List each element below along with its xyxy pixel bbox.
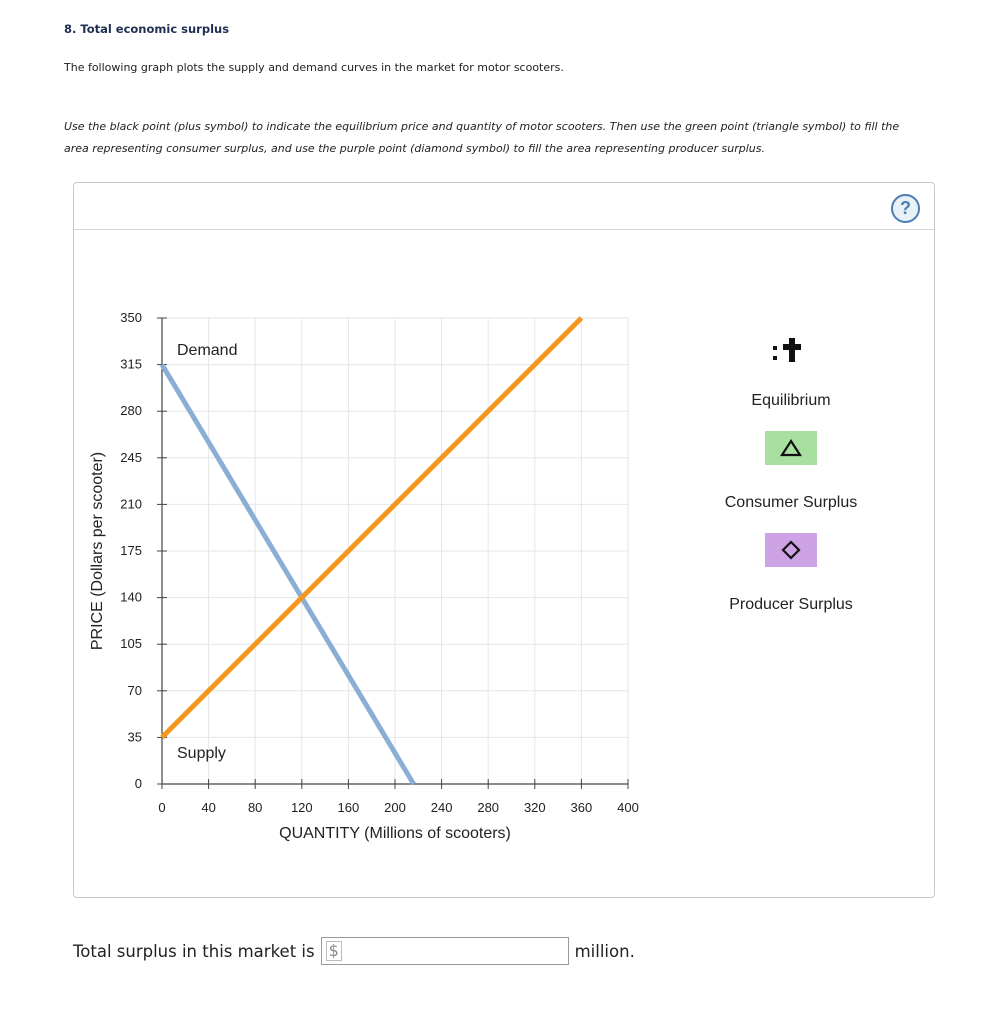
- y-tick-label: 140: [120, 589, 142, 605]
- dollar-icon: $: [326, 941, 342, 961]
- equilibrium-handle-icon: [773, 346, 777, 350]
- legend-consumer-surplus-label: Consumer Surplus: [724, 494, 858, 511]
- x-tick-label: 240: [430, 800, 453, 815]
- consumer-surplus-swatch: [765, 431, 817, 465]
- consumer-surplus-tool[interactable]: [765, 431, 817, 465]
- y-tick-label: 315: [120, 356, 142, 372]
- x-tick-label: 280: [477, 800, 500, 815]
- equilibrium-tool[interactable]: [773, 338, 801, 362]
- x-tick-label: 40: [201, 800, 216, 815]
- chart-ticks: [120, 310, 639, 815]
- y-tick-label: 70: [127, 682, 142, 698]
- y-tick-label: 210: [120, 496, 142, 512]
- x-tick-label: 160: [337, 800, 360, 815]
- y-tick-label: 350: [120, 310, 142, 325]
- y-tick-label: 35: [127, 729, 142, 745]
- plus-icon: [783, 338, 801, 362]
- x-tick-label: 320: [523, 800, 546, 815]
- y-tick-label: 0: [134, 776, 142, 791]
- question-title: 8. Total economic surplus: [64, 22, 230, 36]
- y-tick-label: 105: [120, 636, 142, 652]
- answer-suffix: million.: [574, 941, 635, 961]
- total-surplus-input[interactable]: [342, 938, 568, 964]
- producer-surplus-tool[interactable]: [765, 533, 817, 567]
- question-instructions: Use the black point (plus symbol) to indicate the equilibrium price and quantity of motor scooters. Then use the green point (triangle symbol) to fill the area representing consumer surplus, and use the purple point (diamond symbol) to fill the area representing producer surplus.: [64, 120, 900, 155]
- equilibrium-handle-icon-2: [773, 356, 777, 360]
- x-tick-label: 400: [617, 800, 639, 815]
- question-intro: The following graph plots the supply and demand curves in the market for motor scooters.: [64, 61, 564, 74]
- supply-label: Supply: [177, 745, 226, 762]
- chart-grid: [162, 318, 628, 784]
- supply-curve: [162, 318, 581, 737]
- y-tick-label: 175: [120, 543, 142, 558]
- x-axis-title: QUANTITY (Millions of scooters): [279, 825, 511, 842]
- answer-row: [73, 936, 635, 966]
- legend-equilibrium-label: Equilibrium: [751, 392, 831, 409]
- answer-prefix: Total surplus in this market is: [73, 941, 315, 961]
- demand-curve: [162, 365, 414, 784]
- demand-label: Demand: [177, 342, 238, 359]
- y-tick-label: 245: [120, 449, 142, 465]
- producer-surplus-swatch: [765, 533, 817, 567]
- x-tick-label: 200: [384, 800, 406, 815]
- total-surplus-field[interactable]: [321, 937, 569, 965]
- legend-producer-surplus-label: Producer Surplus: [729, 596, 853, 613]
- y-tick-label: 280: [120, 403, 142, 419]
- x-tick-label: 0: [158, 800, 166, 815]
- x-tick-label: 120: [290, 800, 313, 815]
- help-button[interactable]: ?: [891, 194, 920, 223]
- x-tick-label: 360: [570, 800, 593, 815]
- x-tick-label: 80: [247, 800, 263, 815]
- y-axis-title: PRICE (Dollars per scooter): [89, 451, 106, 651]
